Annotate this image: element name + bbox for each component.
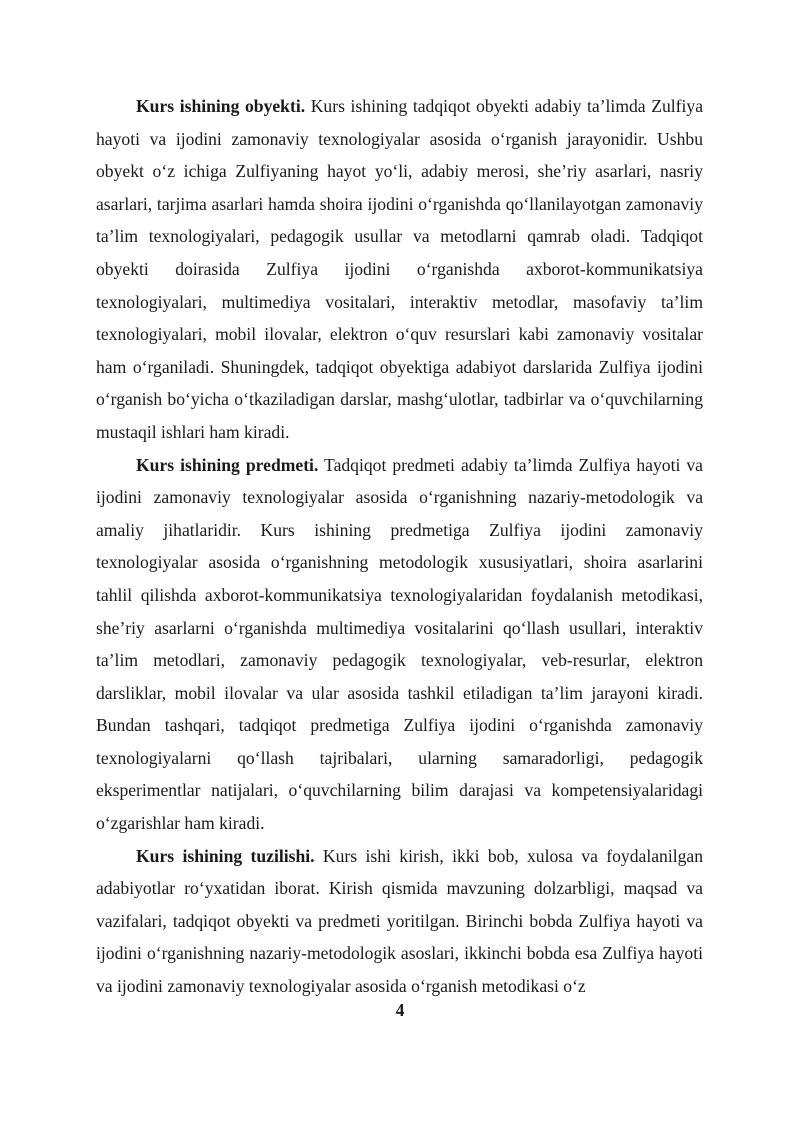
paragraph-lead: Kurs ishining tuzilishi. [136, 845, 315, 866]
paragraph-object [96, 90, 703, 449]
paragraph-text: Tadqiqot predmeti adabiy ta’limda Zulfiya hayoti va ijodini zamonaviy texnologiyalar asosida o‘rganishning nazariy-metodologik va amaliy jihatlaridir. Kurs ishining predmetiga Zulfiya ijodini zamonaviy texnologiyalar asosida o‘rganishning metodologik xususiyatlari, shoira asarlarini tahlil qilishda axborot-kommunikatsiya texnologiyalaridan foydalanish metodikasi, she’riy asarlarni o‘rganishda multimediya vositalarini qo‘llash usullari, interaktiv ta’lim metodlari, zamonaviy pedagogik texnologiyalar, veb-resurlar, elektron darsliklar, mobil ilovalar va ular asosida tashkil etiladigan ta’lim jarayoni kiradi. Bundan tashqari, tadqiqot predmetiga Zulfiya ijodini o‘rganishda zamonaviy texnologiyalarni qo‘llash tajribalari, ularning samaradorligi, pedagogik eksperimentlar natijalari, o‘quvchilarning bilim darajasi va kompetensiyalaridagi o‘zgarishlar ham kiradi. [96, 454, 703, 834]
body-text [96, 90, 703, 1003]
paragraph-lead: Kurs ishining predmeti. [136, 454, 319, 475]
page-number: 4 [395, 1000, 405, 1020]
paragraph-lead: Kurs ishining obyekti. [136, 96, 306, 116]
paragraph-subject [96, 449, 703, 840]
paragraph-structure [96, 840, 703, 1003]
paragraph-text: Kurs ishi kirish, ikki bob, xulosa va foydalanilgan adabiyotlar ro‘yxatidan iborat. Kirish qismida mavzuning dolzarbligi, maqsad va vazifalari, tadqiqot obyekti va predmeti yoritilgan. Birinchi bobda Zulfiya hayoti va ijodini o‘rganishning nazariy-metodologik asoslari, ikkinchi bobda esa Zulfiya hayoti va ijodini zamonaviy texnologiyalar asosida o‘rganish metodikasi o‘z [96, 845, 703, 997]
paragraph-text: Kurs ishining tadqiqot obyekti adabiy ta’limda Zulfiya hayoti va ijodini zamonaviy texnologiyalar asosida o‘rganish jarayonidir. Ushbu obyekt o‘z ichiga Zulfiyaning hayot yo‘li, adabiy merosi, she’riy asarlari, nasriy asarlari, tarjima asarlari hamda shoira ijodini o‘rganishda qo‘llanilayotgan zamonaviy ta’lim texnologiyalari, pedagogik usullar va metodlarni qamrab oladi. Tadqiqot obyekti doirasida Zulfiya ijodini o‘rganishda axborot-kommunikatsiya texnologiyalari, multimediya vositalari, interaktiv metodlar, masofaviy ta’lim texnologiyalari, mobil ilovalar, elektron o‘quv resurslari kabi zamonaviy vositalar ham o‘rganiladi. Shuningdek, tadqiqot obyektiga adabiyot darslarida Zulfiya ijodini o‘rganish bo‘yicha o‘tkaziladigan darslar, mashg‘ulotlar, tadbirlar va o‘quvchilarning mustaqil ishlari ham kiradi. [96, 96, 704, 442]
